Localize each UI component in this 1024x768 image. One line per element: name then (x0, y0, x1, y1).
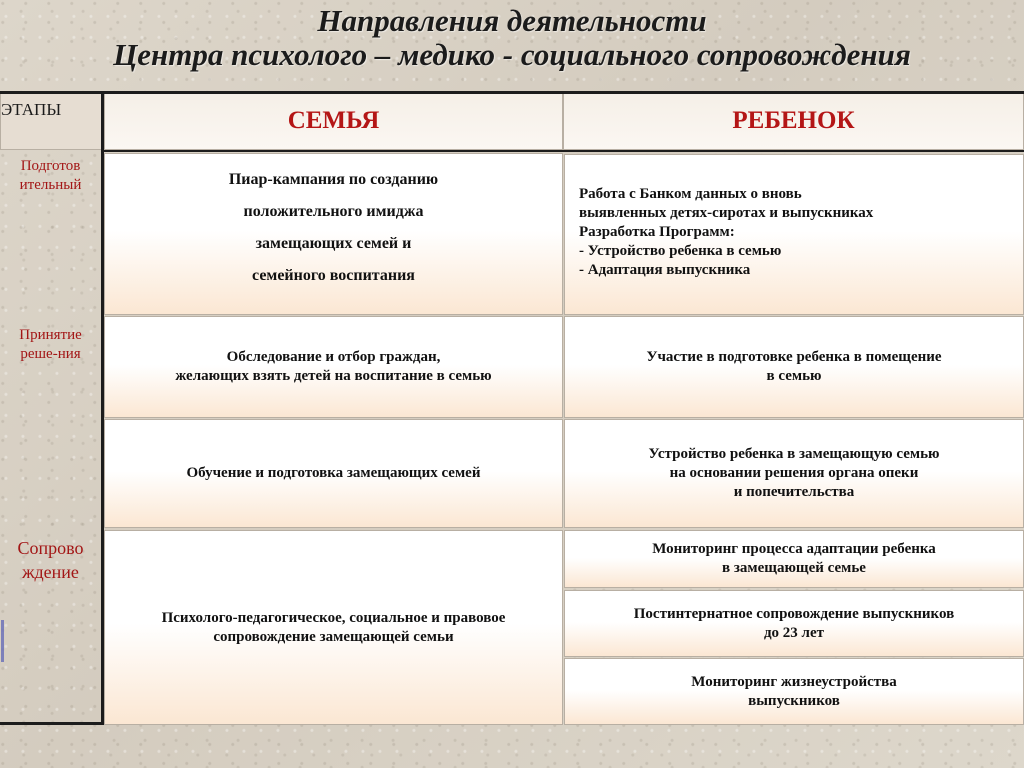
family-pr-campaign: Пиар-кампания по созданию положительного имиджа замещающих семей и семейного воспитания (104, 153, 563, 315)
child-monitoring-life: Мониторинг жизнеустройства выпускников (564, 658, 1024, 725)
child-header (563, 91, 1024, 150)
child-program: Работа с Банком данных о вновь выявленных детях-сиротах и выпускниках Разработка Программ: - Устройство ребенка в семью - Адаптация выпускника (564, 154, 1024, 315)
stages-header-label: ЭТАПЫ (1, 100, 62, 119)
title-line-2: Центра психолого – медико - социального сопровождения (113, 37, 911, 72)
child-monitoring-adaptation: Мониторинг процесса адаптации ребенка в замещающей семье (564, 530, 1024, 588)
family-header (104, 91, 563, 150)
child-placement: Устройство ребенка в замещающую семью на основании решения органа опеки и попечительства (564, 419, 1024, 528)
family-selection: Обследование и отбор граждан, желающих взять детей на воспитание в семью (104, 316, 563, 418)
family-support: Психолого-педагогическое, социальное и правовое сопровождение замещающей семьи (104, 530, 563, 725)
stage-support: Сопрово ждение (17, 538, 84, 582)
stages-bottom-rule (0, 722, 104, 725)
title-line-1: Направления деятельности (317, 3, 707, 38)
family-training: Обучение и подготовка замещающих семей (104, 419, 563, 528)
stage-preparatory: Подготов ительный (19, 158, 82, 193)
top-rule (0, 91, 1024, 94)
child-postboarding: Постинтернатное сопровождение выпускников до 23 лет (564, 590, 1024, 657)
child-preparation: Участие в подготовке ребенка в помещение в семью (564, 316, 1024, 418)
family-header-label: СЕМЬЯ (287, 106, 380, 134)
header-underline (104, 150, 1024, 152)
stage-decision: Принятие реше-ния (19, 327, 82, 362)
child-header-label: РЕБЕНОК (732, 106, 855, 134)
stages-header (0, 91, 104, 150)
page-title (0, 4, 1024, 72)
